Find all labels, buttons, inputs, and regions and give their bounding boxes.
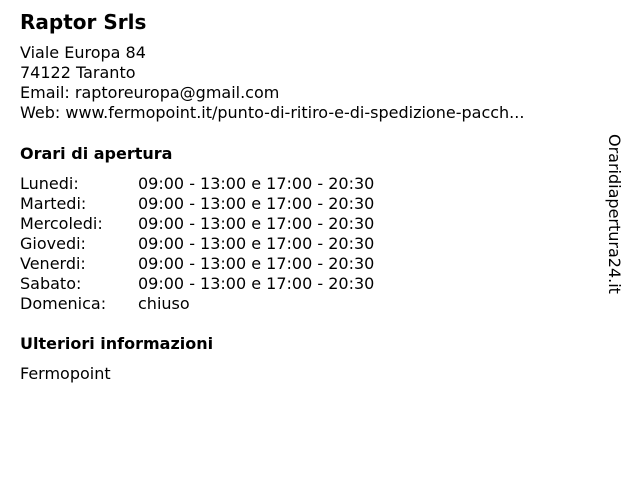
hours-row-friday	[20, 254, 374, 274]
info-text: Fermopoint	[20, 364, 111, 383]
web-line[interactable]: Web: www.fermopoint.it/punto-di-ritiro-e-di-spedizione-pacch...	[20, 103, 525, 122]
hours-row-wednesday	[20, 214, 374, 234]
info-heading: Ulteriori informazioni	[20, 334, 214, 353]
time-value: 09:00 - 13:00 e 17:00 - 20:30	[138, 174, 375, 193]
time-value: 09:00 - 13:00 e 17:00 - 20:30	[138, 194, 375, 213]
time-value: 09:00 - 13:00 e 17:00 - 20:30	[138, 234, 375, 253]
hours-row-monday	[20, 174, 374, 194]
business-name: Raptor Srls	[20, 10, 147, 34]
day-label: Sabato:	[20, 274, 82, 293]
hours-row-tuesday	[20, 194, 374, 214]
email-line[interactable]: Email: raptoreuropa@gmail.com	[20, 83, 280, 102]
time-value: 09:00 - 13:00 e 17:00 - 20:30	[138, 274, 375, 293]
watermark-text: Oraridiapertura24.it	[605, 134, 624, 294]
address-block	[20, 43, 524, 123]
opening-hours-list	[20, 174, 374, 314]
day-label: Lunedi:	[20, 174, 79, 193]
hours-row-saturday	[20, 274, 374, 294]
hours-row-thursday	[20, 234, 374, 254]
day-label: Giovedi:	[20, 234, 86, 253]
hours-row-sunday	[20, 294, 374, 314]
time-value: chiuso	[138, 294, 190, 313]
hours-heading: Orari di apertura	[20, 144, 173, 163]
day-label: Martedi:	[20, 194, 87, 213]
day-label: Mercoledi:	[20, 214, 103, 233]
time-value: 09:00 - 13:00 e 17:00 - 20:30	[138, 254, 375, 273]
street-address: Viale Europa 84	[20, 43, 146, 62]
day-label: Domenica:	[20, 294, 107, 313]
day-label: Venerdi:	[20, 254, 86, 273]
time-value: 09:00 - 13:00 e 17:00 - 20:30	[138, 214, 375, 233]
city-address: 74122 Taranto	[20, 63, 136, 82]
